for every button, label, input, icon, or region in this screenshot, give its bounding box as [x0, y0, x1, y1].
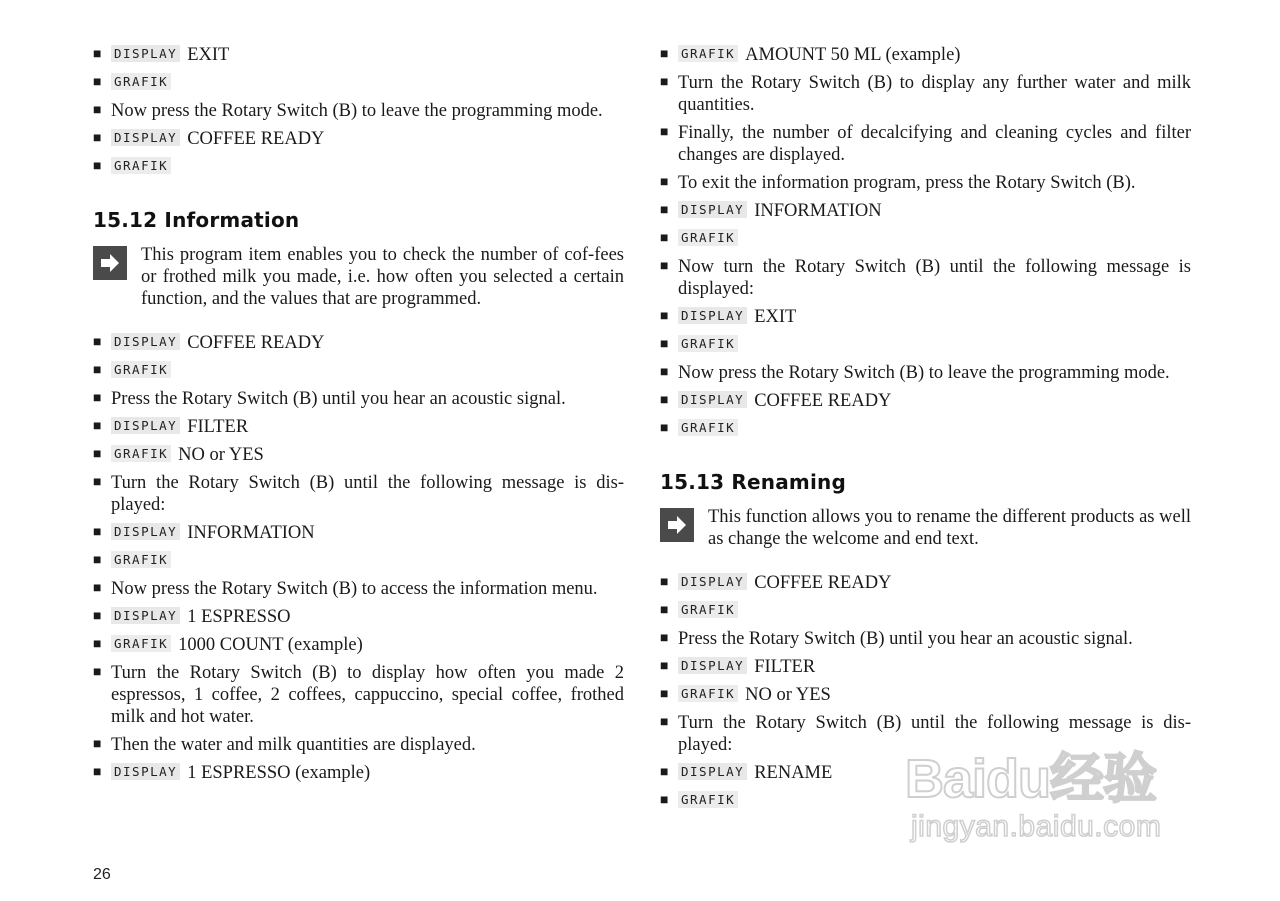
list-item [93, 444, 624, 466]
square-bullet-icon: ■ [93, 581, 102, 596]
list-item-content [111, 128, 624, 150]
list-item-content [111, 156, 624, 178]
list-item-content [111, 360, 624, 382]
watermark-logo: Baidu经验 [905, 749, 1157, 809]
list-item [660, 684, 1191, 706]
grafik-tag: GRAFIK [111, 361, 171, 378]
list-item-content [111, 662, 624, 728]
square-bullet-icon: ■ [660, 393, 669, 408]
square-bullet-icon: ■ [93, 103, 102, 118]
list-item [93, 606, 624, 628]
square-bullet-icon: ■ [660, 421, 669, 436]
square-bullet-icon: ■ [93, 553, 102, 568]
list-item-content [678, 600, 1191, 622]
list-item [93, 634, 624, 656]
list-item [93, 360, 624, 382]
display-tag: DISPLAY [111, 607, 180, 624]
square-bullet-icon: ■ [660, 793, 669, 808]
grafik-tag: GRAFIK [678, 419, 738, 436]
list-item-text: Turn the Rotary Switch (B) to display how often you made 2 espressos, 1 coffee, 2 coffees, cappuccino, special coffee, frothed milk and hot water. [111, 663, 624, 727]
list-item-content [678, 684, 1191, 706]
square-bullet-icon: ■ [93, 737, 102, 752]
square-bullet-icon: ■ [93, 475, 102, 490]
list-item-text: 1 ESPRESSO [187, 607, 291, 627]
display-tag: DISPLAY [111, 763, 180, 780]
list-item-content [678, 306, 1191, 328]
square-bullet-icon: ■ [660, 125, 669, 140]
square-bullet-icon: ■ [93, 159, 102, 174]
list-item [93, 100, 624, 122]
display-tag: DISPLAY [111, 45, 180, 62]
list-item [660, 418, 1191, 440]
square-bullet-icon: ■ [660, 659, 669, 674]
list-item-text: Turn the Rotary Switch (B) to display any further water and milk quantities. [678, 73, 1191, 115]
list-item [93, 332, 624, 354]
square-bullet-icon: ■ [660, 765, 669, 780]
list-item-text: Now turn the Rotary Switch (B) until the following message is displayed: [678, 257, 1191, 299]
list-item-text: Now press the Rotary Switch (B) to leave the programming mode. [111, 101, 603, 121]
page-number: 26 [93, 866, 111, 883]
display-tag: DISPLAY [678, 573, 747, 590]
list-item [660, 334, 1191, 356]
list-item-content [111, 606, 624, 628]
left-column [93, 44, 624, 790]
list-item-text: Press the Rotary Switch (B) until you hear an acoustic signal. [678, 629, 1133, 649]
list-item [93, 662, 624, 728]
list-item-content [111, 472, 624, 516]
list-item [660, 72, 1191, 116]
list-item-content [678, 790, 1191, 812]
list-item-content [678, 712, 1191, 756]
list-item [660, 172, 1191, 194]
square-bullet-icon: ■ [660, 231, 669, 246]
list-item-content [678, 762, 1191, 784]
list-item-text: Turn the Rotary Switch (B) until the following message is dis-played: [111, 473, 624, 515]
square-bullet-icon: ■ [660, 47, 669, 62]
arrow-right-icon [660, 508, 694, 542]
list-item-text: Press the Rotary Switch (B) until you hear an acoustic signal. [111, 389, 566, 409]
right-top-list [660, 44, 1191, 440]
list-item [93, 128, 624, 150]
grafik-tag: GRAFIK [111, 445, 171, 462]
grafik-tag: GRAFIK [678, 335, 738, 352]
list-item-content [678, 418, 1191, 440]
display-tag: DISPLAY [678, 201, 747, 218]
list-item [660, 44, 1191, 66]
grafik-tag: GRAFIK [678, 685, 738, 702]
list-item-content [678, 200, 1191, 222]
list-item-content [678, 628, 1191, 650]
list-item [660, 712, 1191, 756]
list-item [660, 790, 1191, 812]
square-bullet-icon: ■ [93, 637, 102, 652]
list-item [93, 72, 624, 94]
list-item-text: Then the water and milk quantities are displayed. [111, 735, 476, 755]
list-item [93, 550, 624, 572]
list-item-content [111, 44, 624, 66]
square-bullet-icon: ■ [660, 309, 669, 324]
list-item-content [678, 172, 1191, 194]
square-bullet-icon: ■ [660, 337, 669, 352]
square-bullet-icon: ■ [660, 365, 669, 380]
grafik-tag: GRAFIK [678, 45, 738, 62]
right-column [660, 44, 1191, 818]
display-tag: DISPLAY [111, 129, 180, 146]
list-item-text: FILTER [187, 417, 249, 437]
section-heading-information: 15.12 Information [93, 208, 300, 232]
list-item-content [678, 656, 1191, 678]
renaming-steps-list [660, 572, 1191, 812]
list-item-text: INFORMATION [754, 201, 882, 221]
list-item-text: COFFEE READY [187, 333, 325, 353]
square-bullet-icon: ■ [660, 715, 669, 730]
list-item-text: 1 ESPRESSO (example) [187, 763, 371, 783]
list-item-text: FILTER [754, 657, 816, 677]
note-information-text: This program item enables you to check the number of cof-fees or frothed milk you made, i.e. how often you selected a certain function, and the values that are programmed. [141, 245, 624, 309]
list-item [660, 306, 1191, 328]
note-information [93, 244, 624, 310]
list-item [660, 122, 1191, 166]
list-item-content [678, 256, 1191, 300]
square-bullet-icon: ■ [93, 131, 102, 146]
list-item [93, 578, 624, 600]
list-item [660, 600, 1191, 622]
square-bullet-icon: ■ [93, 665, 102, 680]
list-item-text: EXIT [754, 307, 797, 327]
list-item-content [111, 550, 624, 572]
square-bullet-icon: ■ [93, 363, 102, 378]
list-item [660, 362, 1191, 384]
list-item-content [111, 522, 624, 544]
list-item [93, 416, 624, 438]
square-bullet-icon: ■ [660, 631, 669, 646]
square-bullet-icon: ■ [93, 335, 102, 350]
square-bullet-icon: ■ [660, 75, 669, 90]
list-item-content [111, 444, 624, 466]
square-bullet-icon: ■ [93, 525, 102, 540]
grafik-tag: GRAFIK [678, 601, 738, 618]
list-item-content [678, 362, 1191, 384]
square-bullet-icon: ■ [660, 175, 669, 190]
list-item-text: COFFEE READY [754, 391, 892, 411]
list-item [660, 762, 1191, 784]
list-item [660, 628, 1191, 650]
information-steps-list [93, 332, 624, 784]
list-item [93, 156, 624, 178]
display-tag: DISPLAY [678, 657, 747, 674]
square-bullet-icon: ■ [660, 687, 669, 702]
square-bullet-icon: ■ [93, 419, 102, 434]
list-item [660, 228, 1191, 250]
list-item-text: EXIT [187, 45, 230, 65]
square-bullet-icon: ■ [93, 447, 102, 462]
list-item-text: Turn the Rotary Switch (B) until the following message is dis-played: [678, 713, 1191, 755]
list-item [93, 762, 624, 784]
list-item-text: 1000 COUNT (example) [178, 635, 363, 655]
square-bullet-icon: ■ [93, 765, 102, 780]
list-item [93, 44, 624, 66]
arrow-right-icon [93, 246, 127, 280]
note-renaming-text: This function allows you to rename the different products as well as change the welcome and end text. [708, 507, 1191, 549]
display-tag: DISPLAY [111, 417, 180, 434]
grafik-tag: GRAFIK [678, 791, 738, 808]
square-bullet-icon: ■ [660, 203, 669, 218]
list-item [660, 200, 1191, 222]
square-bullet-icon: ■ [93, 75, 102, 90]
list-item-text: Now press the Rotary Switch (B) to leave the programming mode. [678, 363, 1170, 383]
list-item-text: AMOUNT 50 ML (example) [745, 45, 961, 65]
list-item-content [111, 634, 624, 656]
square-bullet-icon: ■ [660, 603, 669, 618]
list-item-content [678, 228, 1191, 250]
list-item-content [678, 390, 1191, 412]
list-item-text: RENAME [754, 763, 833, 783]
list-item-text: COFFEE READY [754, 573, 892, 593]
section-heading-renaming: 15.13 Renaming [660, 470, 846, 494]
list-item-text: Now press the Rotary Switch (B) to access the information menu. [111, 579, 598, 599]
list-item [660, 256, 1191, 300]
list-item-content [678, 44, 1191, 66]
list-item-content [111, 332, 624, 354]
square-bullet-icon: ■ [660, 259, 669, 274]
list-item [660, 572, 1191, 594]
list-item-content [111, 100, 624, 122]
square-bullet-icon: ■ [93, 47, 102, 62]
display-tag: DISPLAY [678, 391, 747, 408]
list-item-text: Finally, the number of decalcifying and cleaning cycles and filter changes are displayed. [678, 123, 1191, 165]
list-item-text: COFFEE READY [187, 129, 325, 149]
list-item-content [678, 72, 1191, 116]
display-tag: DISPLAY [678, 763, 747, 780]
grafik-tag: GRAFIK [678, 229, 738, 246]
list-item-content [111, 416, 624, 438]
note-renaming [660, 506, 1191, 550]
list-item-content [111, 388, 624, 410]
list-item-content [678, 572, 1191, 594]
grafik-tag: GRAFIK [111, 635, 171, 652]
list-item-content [678, 334, 1191, 356]
list-item-text: To exit the information program, press the Rotary Switch (B). [678, 173, 1136, 193]
list-item-text: INFORMATION [187, 523, 315, 543]
list-item-content [678, 122, 1191, 166]
grafik-tag: GRAFIK [111, 551, 171, 568]
list-item [93, 734, 624, 756]
square-bullet-icon: ■ [93, 391, 102, 406]
display-tag: DISPLAY [111, 333, 180, 350]
list-item [93, 522, 624, 544]
list-item [660, 390, 1191, 412]
list-item [93, 472, 624, 516]
square-bullet-icon: ■ [93, 609, 102, 624]
square-bullet-icon: ■ [660, 575, 669, 590]
list-item-content [111, 734, 624, 756]
grafik-tag: GRAFIK [111, 73, 171, 90]
list-item-text: NO or YES [745, 685, 831, 705]
list-item-content [111, 578, 624, 600]
list-item-text: NO or YES [178, 445, 264, 465]
grafik-tag: GRAFIK [111, 157, 171, 174]
watermark-url: jingyan.baidu.com [911, 810, 1162, 843]
list-item [93, 388, 624, 410]
display-tag: DISPLAY [678, 307, 747, 324]
left-top-list [93, 44, 624, 178]
display-tag: DISPLAY [111, 523, 180, 540]
list-item-content [111, 72, 624, 94]
list-item [660, 656, 1191, 678]
list-item-content [111, 762, 624, 784]
